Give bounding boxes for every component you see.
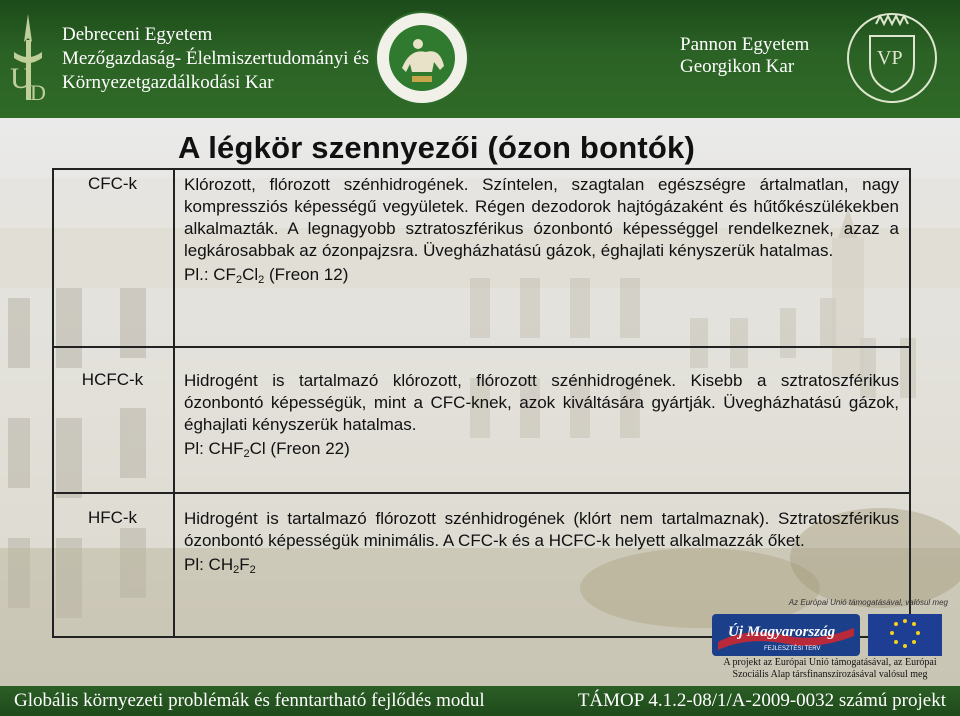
new-hungary-logo-subtext: FEJLESZTÉSI TERV bbox=[764, 646, 821, 652]
table-column-divider bbox=[173, 168, 175, 638]
row-text-cfc bbox=[184, 174, 899, 286]
row-label-hfc: HFC-k bbox=[87, 508, 138, 527]
svg-text:D: D bbox=[30, 80, 46, 104]
row-text-hfc bbox=[184, 508, 899, 576]
faculty-seal-icon bbox=[374, 10, 470, 106]
header-left-line1: Debreceni Egyetem bbox=[62, 24, 213, 45]
footer-project-id: TÁMOP 4.1.2-08/1/A-2009-0032 számú projekt bbox=[577, 690, 946, 711]
row-formula: Pl: $CHF_2Cl$ (Freon 22) bbox=[184, 439, 350, 460]
table-row-divider bbox=[52, 346, 911, 348]
header-right-line1: Pannon Egyetem bbox=[680, 34, 810, 55]
row-label-hcfc: HCFC-k bbox=[81, 370, 144, 389]
header-banner bbox=[0, 0, 960, 118]
row-formula: Pl.: $CF_2Cl_2$ (Freon 12) bbox=[184, 265, 349, 286]
footer-module-title: Globális környezeti problémák és fenntartható fejlődés modul bbox=[14, 690, 485, 711]
university-logo-icon bbox=[8, 12, 50, 104]
row-description: Klórozott, flórozott szénhidrogének. Színtelen, szagtalan egészségre ártalmatlan, nagy kompressziós képességű vegyületek. Régen dezodorok hajtógázaként és hűtőkészülékekben alkalmazták. A legnagyobb sztratoszférikus ózonbontó képességgel rendelkeznek, azaz a legkárosabbak az ózonpajzsra. Üvegházhatású gázok, éghajlati kényszerük hatalmas. bbox=[184, 175, 899, 260]
row-description: Hidrogént is tartalmazó klórozott, flórozott szénhidrogének. Kisebb a sztratoszférikus ózonbontó képességük, mint a CFC-knek, azok kiváltására gyártják. Üvegházhatású gázok, éghajlati kényszerük hatalmas. bbox=[184, 371, 899, 434]
eu-note: Az Európai Unió támogatásával, valósul meg bbox=[788, 598, 948, 607]
footer-bar bbox=[0, 686, 960, 716]
header-right-line2: Georgikon Kar bbox=[680, 56, 795, 77]
university-crest-icon bbox=[846, 12, 938, 104]
table-row-divider bbox=[52, 492, 911, 494]
slide-title: A légkör szennyezői (ózon bontók) bbox=[178, 130, 695, 165]
svg-text:U: U bbox=[10, 62, 32, 95]
row-formula: Pl: $CH_2F_2$ bbox=[184, 555, 256, 576]
svg-text:VP: VP bbox=[877, 47, 903, 69]
row-description: Hidrogént is tartalmazó flórozott szénhidrogének (klórt nem tartalmaznak). Sztratoszférikus ózonbontó képességük minimális. A CFC-k és a HCFC-k helyett alkalmazzák őket. bbox=[184, 509, 899, 550]
row-label-cfc: CFC-k bbox=[87, 174, 138, 193]
header-left-line2: Mezőgazdaság- Élelmiszertudományi és bbox=[62, 48, 370, 69]
header-left-line3: Környezetgazdálkodási Kar bbox=[62, 72, 274, 93]
eu-funding-caption: A projekt az Európai Unió támogatásával, az Európai Szociális Alap társfinanszírozásával valósul meg bbox=[723, 657, 937, 680]
row-text-hcfc bbox=[184, 370, 899, 460]
new-hungary-logo-text: Új Magyarország bbox=[728, 624, 836, 640]
